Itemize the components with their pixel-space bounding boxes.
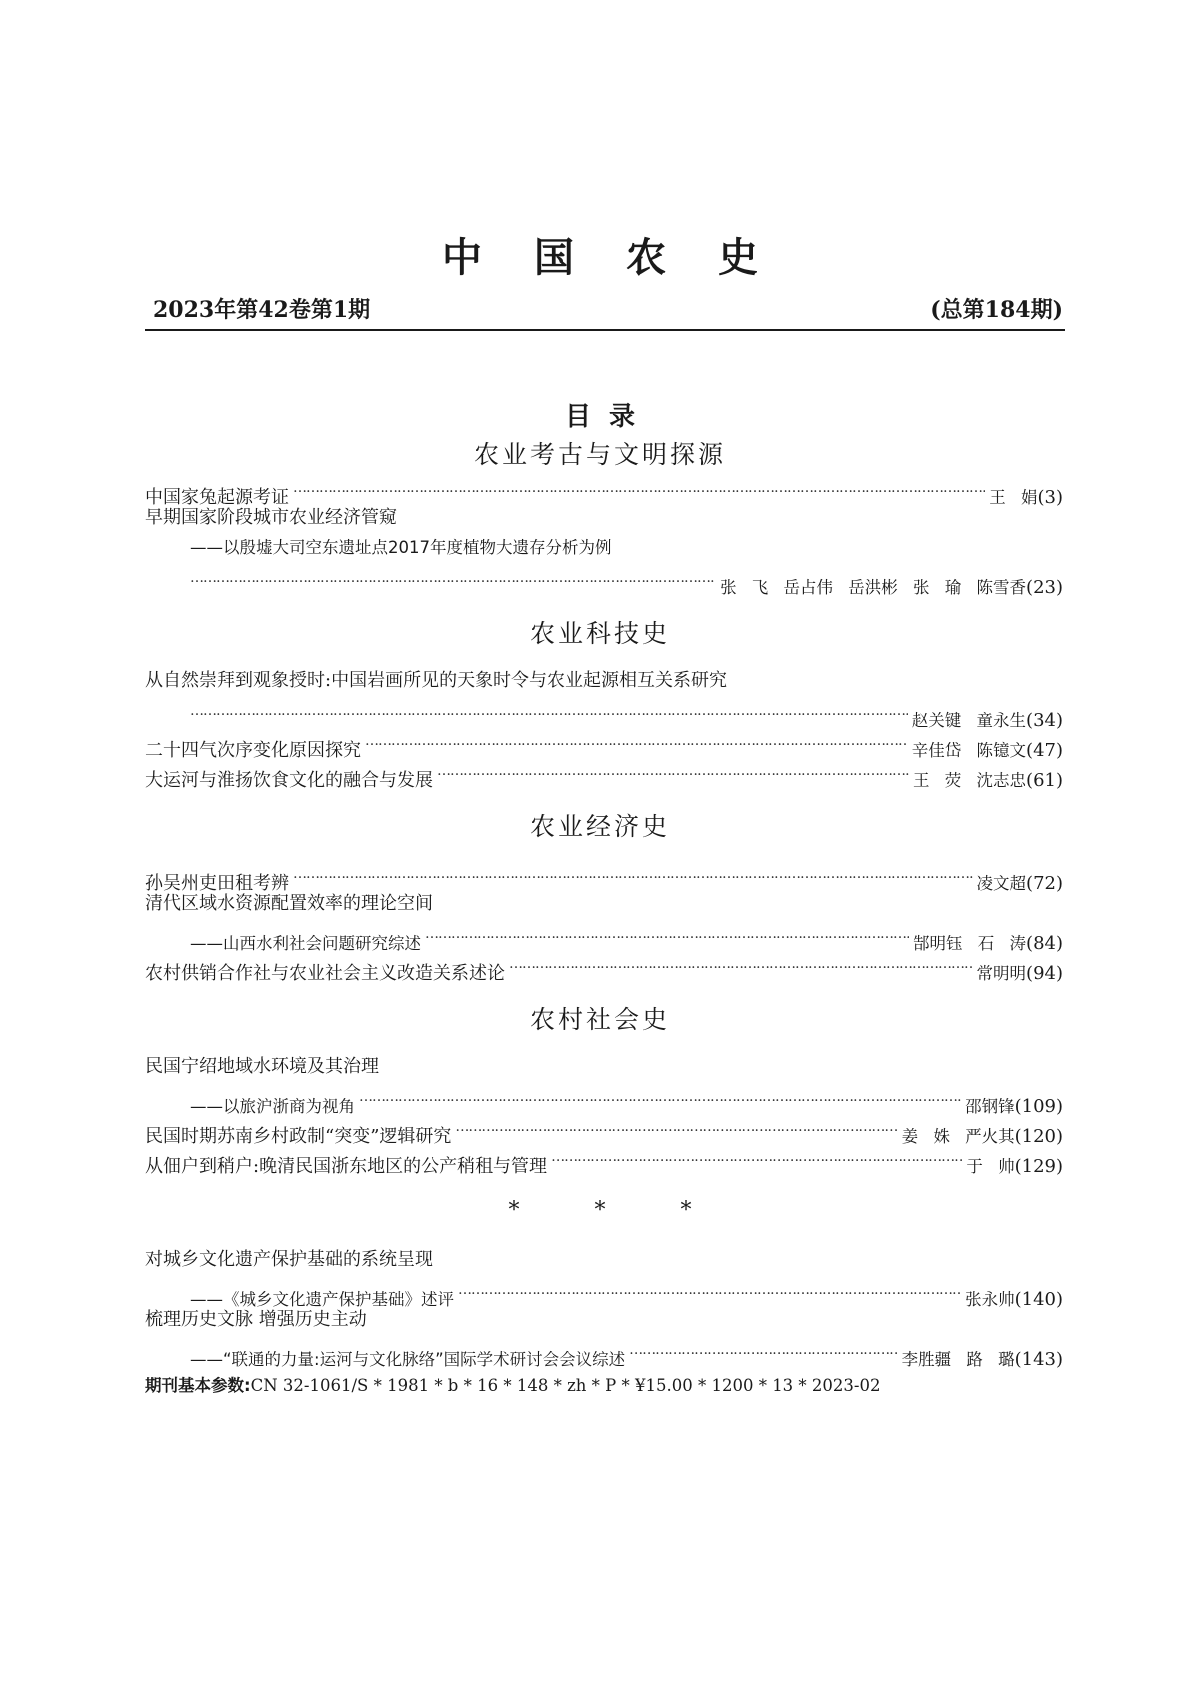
section-heading-archaeology: 农业考古与文明探源	[473, 440, 726, 469]
toc-entry-subtitle	[190, 533, 1063, 563]
toc-entry-byline	[190, 696, 1063, 731]
entry-title: 早期国家阶段城市农业经济管窥	[145, 507, 397, 528]
dot-leader	[509, 949, 973, 979]
toc-entry[interactable]	[145, 503, 1063, 533]
toc-heading: 目录	[564, 402, 653, 432]
entry-page: (47)	[1026, 740, 1063, 761]
parameters-value: CN 32-1061/S * 1981 * b * 16 * 148 * zh * P * ¥15.00 * 1200 * 13 * 2023-02	[250, 1376, 881, 1395]
dot-leader	[458, 1275, 961, 1305]
entry-authors: 王 娟	[989, 488, 1038, 507]
entry-subtitle: ——山西水利社会问题研究综述	[190, 934, 421, 953]
parameters-label: 期刊基本参数:	[145, 1376, 251, 1395]
toc-entry[interactable]	[145, 1245, 1063, 1275]
toc-entry-subtitle	[190, 919, 1063, 954]
entry-title: 中国家兔起源考证	[145, 487, 289, 508]
issue-total: (总第184期)	[930, 297, 1063, 323]
entry-subtitle: ——以旅沪浙商为视角	[190, 1097, 355, 1116]
entry-title: 民国时期苏南乡村政制“突变”逻辑研究	[145, 1126, 452, 1147]
entry-page: (120)	[1014, 1126, 1063, 1147]
entry-authors: 李胜疆 路 璐	[901, 1350, 1015, 1369]
entry-authors: 张永帅	[965, 1290, 1015, 1309]
entry-authors: 张 飞 岳占伟 岳洪彬 张 瑜 陈雪香	[720, 578, 1027, 597]
toc-entry[interactable]	[145, 473, 1063, 508]
toc-entry[interactable]	[145, 756, 1063, 791]
toc-entry[interactable]	[145, 726, 1063, 761]
toc-entry-subtitle	[190, 1335, 1063, 1370]
toc-entry[interactable]	[145, 1142, 1063, 1177]
dot-leader	[455, 1112, 897, 1142]
entry-authors: 辛佳岱 陈镱文	[911, 741, 1027, 760]
journal-parameters	[145, 1372, 881, 1400]
dot-leader	[551, 1142, 962, 1172]
entry-authors: 于 帅	[966, 1157, 1015, 1176]
entry-authors: 凌文超	[976, 874, 1027, 893]
entry-authors: 常明明	[976, 964, 1027, 983]
issue-line	[145, 292, 1065, 328]
entry-authors: 郜明钰 石 涛	[913, 934, 1027, 953]
entry-title: 民国宁绍地域水环境及其治理	[145, 1056, 379, 1077]
journal-title: 中国农史	[442, 235, 810, 281]
entry-title: 清代区域水资源配置效率的理论空间	[145, 893, 433, 914]
toc-entry[interactable]	[145, 1052, 1063, 1082]
entry-title: 大运河与淮扬饮食文化的融合与发展	[145, 770, 433, 791]
toc-entry-byline	[190, 563, 1063, 598]
entry-authors: 王 荧 沈志忠	[913, 771, 1027, 790]
entry-authors: 邵钢锋	[965, 1097, 1015, 1116]
toc-entry[interactable]	[145, 1112, 1063, 1147]
entry-title: 从佃户到稍户:晚清民国浙东地区的公产稍租与管理	[145, 1156, 548, 1177]
header-rule	[145, 329, 1065, 331]
entry-page: (94)	[1026, 963, 1063, 984]
entry-page: (143)	[1014, 1349, 1063, 1370]
entry-page: (61)	[1026, 770, 1063, 791]
toc-entry-subtitle	[190, 1082, 1063, 1117]
entry-title: 孙吴州吏田租考辨	[145, 873, 289, 894]
dot-leader	[293, 859, 973, 889]
dot-leader	[365, 726, 908, 756]
toc-entry[interactable]	[145, 666, 1063, 696]
entry-title: 梳理历史文脉 增强历史主动	[145, 1309, 367, 1330]
entry-page: (3)	[1037, 487, 1063, 508]
toc-entry[interactable]	[145, 859, 1063, 894]
section-heading-society: 农村社会史	[529, 1005, 670, 1034]
entry-subtitle: ——《城乡文化遗产保护基础》述评	[190, 1290, 454, 1309]
entry-page: (72)	[1026, 873, 1063, 894]
entry-page: (129)	[1014, 1156, 1063, 1177]
entry-authors: 赵关键 童永生	[911, 711, 1027, 730]
section-heading-economy: 农业经济史	[529, 812, 670, 841]
dot-leader	[629, 1335, 897, 1365]
dot-leader	[190, 563, 716, 593]
entry-page: (23)	[1026, 577, 1063, 598]
dot-leader	[437, 756, 909, 786]
toc-entry-subtitle	[190, 1275, 1063, 1310]
entry-title: 对城乡文化遗产保护基础的系统呈现	[145, 1249, 433, 1270]
section-heading-technology: 农业科技史	[529, 619, 670, 648]
toc-entry[interactable]	[145, 949, 1063, 984]
entry-subtitle: ——“联通的力量:运河与文化脉络”国际学术研讨会会议综述	[190, 1350, 626, 1369]
dot-leader	[359, 1082, 961, 1112]
section-separator: * * *	[508, 1198, 726, 1223]
entry-page: (109)	[1014, 1096, 1063, 1117]
dot-leader	[293, 473, 985, 503]
entry-page: (140)	[1014, 1289, 1063, 1310]
toc-entry[interactable]	[145, 889, 1063, 919]
dot-leader	[425, 919, 909, 949]
issue-number: 2023年第42卷第1期	[153, 297, 371, 323]
entry-subtitle: ——以殷墟大司空东遗址点2017年度植物大遗存分析为例	[190, 538, 612, 557]
entry-title: 从自然崇拜到观象授时:中国岩画所见的天象时令与农业起源相互关系研究	[145, 670, 728, 691]
dot-leader	[190, 696, 908, 726]
entry-page: (34)	[1026, 710, 1063, 731]
toc-entry[interactable]	[145, 1305, 1063, 1335]
entry-page: (84)	[1026, 933, 1063, 954]
entry-title: 农村供销合作社与农业社会主义改造关系述论	[145, 963, 505, 984]
entry-title: 二十四气次序变化原因探究	[145, 740, 361, 761]
entry-authors: 姜 姝 严火其	[901, 1127, 1015, 1146]
